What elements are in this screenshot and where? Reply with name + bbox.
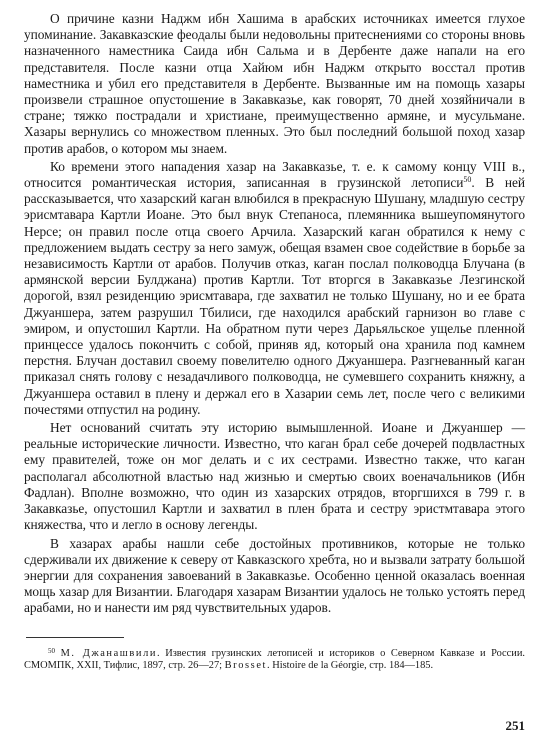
paragraph-2-start: Ко времени этого нападения хазар на Закавказье, т. е. к самому концу VIII в., относится романтическая история, записанная в грузинской летописи (24, 158, 525, 191)
page-number: 251 (505, 718, 525, 733)
paragraph-2-rest: . В ней рассказывается, что хазарский каган влюбился в прекрасную Шушану, младшую сестру эрисмтавара Картли Иоане. Это был внук Степаноса, племянника вышеупомянутого Нерсе; он правил после отца своего Арчила. Хазарский каган обратился к нему с предложением выдать сестру за него замуж, обещая взамен свое содействие в борьбе за независимость Картли от арабов. Получив отказ, каган послал полководца Блучана (в армянской версии Булджана) против Картли. Тот вторгся в Закавказье Лезгинской дорогой, взял резиденцию эрисмтавара, где захватил не только Шушану, но и ее брата Джуаншера, затем разрушил Тбилиси, где находился арабский гарнизон во главе с эмиром, и опустошил Картли. На обратном пути через Дарьяльское ущелье пленной принцессе удалось покончить с собой, приняв яд, который она хранила под камнем перстня. Блучан доставил своему повелителю одного Джуаншера. Разгневанный каган приказал снять голову с незадачливого полководца, не сумевшего сохранить княжну, а Джуаншера оставил в плену и держал его в Хазарии семь лет, после чего с великими почестями отпустил на родину. (24, 175, 526, 417)
footnote-divider (26, 637, 124, 638)
paragraph-4: В хазарах арабы нашли себе достойных противников, которые не только сдерживали их движение к северу от Кавказского хребта, но и вызвали затрату большой энергии для сохранения завоеваний в Закавказье. Особенно ценной оказалась военная мощь хазар для Византии. Благодаря хазарам Византии удалось не только устоять перед арабами, но и нанести им ряд чувствительных ударов. (24, 535, 525, 616)
footnote-number: 50 (48, 646, 55, 655)
paragraph-1: О причине казни Наджм ибн Хашима в арабских источниках имеется глухое упоминание. Закавказские феодалы были недовольны притеснениями со стороны вновь назначенного наместника Саида ибн Сальма и в Дербенте даже напали на его представителя. После казни отца Хайюм ибн Наджм открыто восстал против наместника и убил его представителя в Дербенте. Вызванные им на помощь хазары произвели страшное опустошение в Закавказье, как говорят, 70 дней хозяйничали в стране; тяжко пострадали и христиане, преимущественно армяне, и мусульмане. Хазары вернулись со множеством пленных. Это был последний большой поход хазар против арабов, о котором мы знаем. (24, 11, 525, 156)
paragraph-3: Нет оснований считать эту историю вымышленной. Иоане и Джуаншер — реальные исторические личности. Известно, что каган брал себе дочерей подвластных ему правителей, тоже он мог делать и с их сестрами. Известно также, что каган располагал абсолютной властью над жизнью и смертью своих военачальников (Ибн Фадлан). Вполне возможно, что один из хазарских отрядов, вторгшихся в 799 г. в Закавказье, опустошил Картли и захватил в плен брата и сестру эристмтавара этого княжества, что и легло в основу легенды. (24, 420, 525, 533)
paragraph-2 (24, 159, 525, 418)
footnote-text: . Известия грузинских летописей и историков о Северном Кавказе и России. СМОМПК, XXII, Тифлис, 1897, стр. 26—27; (24, 647, 525, 671)
footnote-text-2: . Histoire de la Géorgie, стр. 184—185. (267, 659, 434, 671)
footnote (24, 648, 525, 673)
footnote-author: М. Джанашвили (60, 647, 158, 659)
footnote-reference[interactable]: 50 (463, 175, 472, 185)
footnote-author-2: Brosset (224, 659, 268, 671)
